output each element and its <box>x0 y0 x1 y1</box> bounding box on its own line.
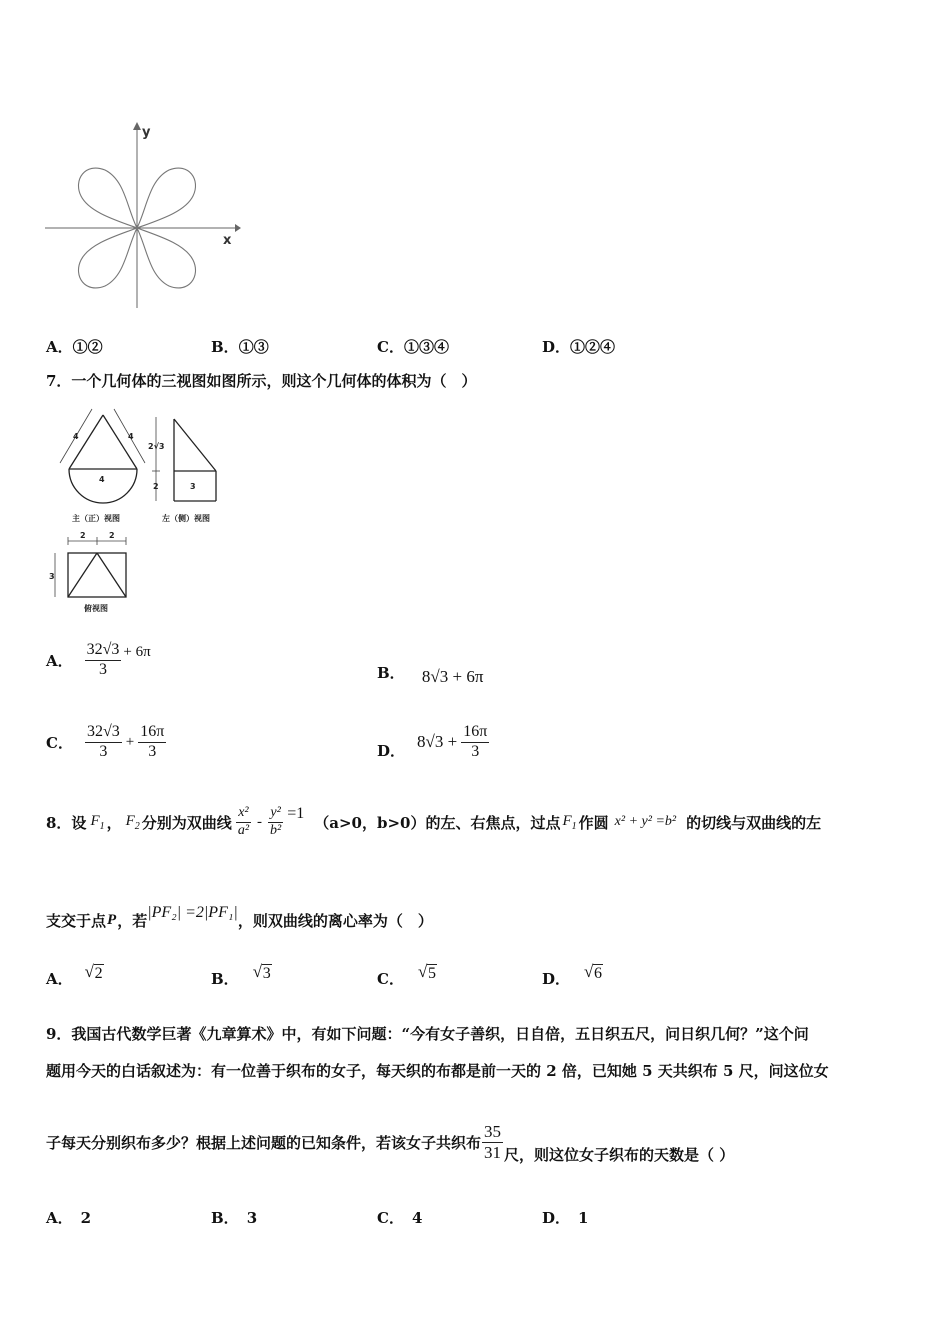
q8-question-text: ，则双曲线的离心率为（ ） <box>237 912 433 930</box>
q7-option-c[interactable] <box>46 724 166 761</box>
sqrt-expression: √ 2 <box>84 962 103 982</box>
q7-option-a[interactable] <box>46 642 151 679</box>
option-value: ①② <box>72 338 103 356</box>
q8-line2-text: 支交于点 <box>46 912 107 930</box>
top-left-width-label: 2 <box>80 531 86 540</box>
q8-text-hyperbola: 分别为双曲线 <box>141 813 232 832</box>
option-expression: 8√3 + 6π <box>421 667 484 686</box>
q8-option-c[interactable] <box>377 962 437 989</box>
front-base-label: 4 <box>99 475 105 484</box>
q7-option-d[interactable] <box>377 724 489 761</box>
q8-line1 <box>46 806 821 838</box>
top-right-width-label: 2 <box>109 531 115 540</box>
front-left-edge-label: 4 <box>73 432 79 441</box>
q6-option-a[interactable] <box>46 336 103 357</box>
top-view-caption: 俯视图 <box>84 604 108 613</box>
q6-option-b[interactable] <box>211 336 269 357</box>
option-label: A． <box>46 338 73 356</box>
focus-f2: $F_2$ <box>125 812 140 832</box>
radical-icon: √ <box>584 962 594 981</box>
option-label: C． <box>377 338 404 356</box>
side-bottom-height-label: 2 <box>153 482 159 491</box>
q9-option-a[interactable] <box>46 1207 91 1228</box>
front-view-caption: 主（正）视图 <box>72 514 120 523</box>
q9-line3-text: 子每天分别织布多少？根据上述问题的已知条件，若该女子共织布 <box>46 1133 482 1152</box>
point-p: P <box>107 912 117 928</box>
option-label: A． <box>46 1209 73 1227</box>
y-axis-label: y <box>142 125 151 140</box>
q8-option-d[interactable] <box>542 962 603 989</box>
three-view-figure <box>44 405 219 617</box>
option-value: 1 <box>578 1209 589 1227</box>
q8-option-b[interactable] <box>211 962 272 989</box>
option-expression: 8√3 + <box>417 732 458 752</box>
option-label: C． <box>46 733 73 752</box>
side-inner-label: 3 <box>190 482 196 491</box>
sqrt-expression: √ 3 <box>252 962 271 982</box>
q9-question-text: 尺，则这位女子织布的天数是（ ） <box>504 1145 735 1164</box>
option-value: 4 <box>411 1209 423 1227</box>
circle-equation: x² + y² =b² <box>614 814 677 830</box>
f2-letter: F <box>125 812 135 829</box>
comma: ， <box>106 813 122 832</box>
option-value: 3 <box>246 1209 258 1227</box>
option-label: B． <box>377 664 405 682</box>
plus-sign: + <box>125 733 135 750</box>
option-value: ①②④ <box>570 338 616 356</box>
q8-if-text: ，若 <box>117 912 148 930</box>
q7-stem: 7．一个几何体的三视图如图所示，则这个几何体的体积为（ ） <box>46 372 477 390</box>
option-label: B． <box>211 338 239 356</box>
option-label: C． <box>377 1209 404 1227</box>
rose-curve-graph <box>40 118 245 313</box>
option-label: D． <box>542 338 571 356</box>
radical-icon: √ <box>417 962 428 981</box>
focus-f1: $F_1$ <box>90 812 105 832</box>
option-value: ①③ <box>238 338 269 356</box>
hyperbola-frac-x: $\frac{\text{x²}}{\text{a²}}$ <box>237 805 250 838</box>
option-label: A． <box>46 970 73 988</box>
front-right-edge-label: 4 <box>128 432 134 441</box>
option-label: D． <box>542 1209 571 1227</box>
equals-one: =1 <box>287 805 305 823</box>
q6-option-d[interactable] <box>542 336 615 357</box>
radical-icon: √ <box>84 962 94 981</box>
fraction: $\frac{32√3}{3}$ <box>86 723 120 760</box>
q9-line1: 9．我国古代数学巨著《九章算术》中，有如下问题：“今有女子善织，日自倍，五日织五尺，问日织几何？”这个问 <box>46 1025 809 1043</box>
option-expression: + 6π <box>123 643 151 660</box>
q8-condition-text: （a>0，b>0）的左、右焦点，过点 <box>314 813 561 832</box>
fraction: $\frac{16\pi}{3}$ <box>463 723 488 760</box>
q8-option-a[interactable] <box>46 962 104 989</box>
fraction: $\frac{32√3}{3}$ <box>86 641 120 678</box>
radical-icon: √ <box>252 962 263 981</box>
option-label: D． <box>377 741 406 760</box>
q9-line3 <box>46 1123 734 1162</box>
focus-f1-ref: $F_1$ <box>562 812 577 832</box>
option-label: B． <box>211 970 239 988</box>
q8-line2 <box>46 903 433 931</box>
sqrt-expression: √ 5 <box>417 962 436 982</box>
top-height-label: 3 <box>49 572 55 581</box>
distance-relation: |PF₂| =2|PF₁| <box>147 903 238 921</box>
q8-intro-text: 8．设 <box>46 813 87 832</box>
option-value: 2 <box>80 1209 92 1227</box>
minus-sign: - <box>257 813 263 830</box>
rose-curve-figure <box>40 118 245 313</box>
side-top-height-label: 2√3 <box>148 442 165 451</box>
fraction: $\frac{16\pi}{3}$ <box>140 723 165 760</box>
q7-option-b[interactable] <box>377 662 484 686</box>
f1-letter: F <box>562 812 572 829</box>
hyperbola-frac-y: $\frac{\text{y²}}{\text{b²}}$ <box>270 805 282 838</box>
fraction: $\frac{35}{31}$ <box>484 1122 502 1162</box>
three-view-drawing <box>44 405 219 617</box>
q8-tail-text: 的切线与双曲线的左 <box>686 813 822 832</box>
x-axis-label: x <box>223 233 232 248</box>
side-view-caption: 左（侧）视图 <box>162 514 210 523</box>
option-label: D． <box>542 970 571 988</box>
q9-option-c[interactable] <box>377 1207 422 1228</box>
f1-letter: F <box>90 812 100 829</box>
option-value: ①③④ <box>403 338 449 356</box>
q9-option-b[interactable] <box>211 1207 257 1228</box>
q6-option-c[interactable] <box>377 336 449 357</box>
option-label: C． <box>377 970 404 988</box>
q9-line2: 题用今天的白话叙述为：有一位善于织布的女子，每天织的布都是前一天的 2 倍，已知她 5 天共织布 5 尺，问这位女 <box>46 1062 829 1080</box>
sqrt-expression: √ 6 <box>584 962 603 982</box>
option-label: B． <box>211 1209 239 1227</box>
q8-text-circle: 作圆 <box>578 813 609 832</box>
option-label: A． <box>46 651 73 670</box>
q9-option-d[interactable] <box>542 1207 588 1228</box>
